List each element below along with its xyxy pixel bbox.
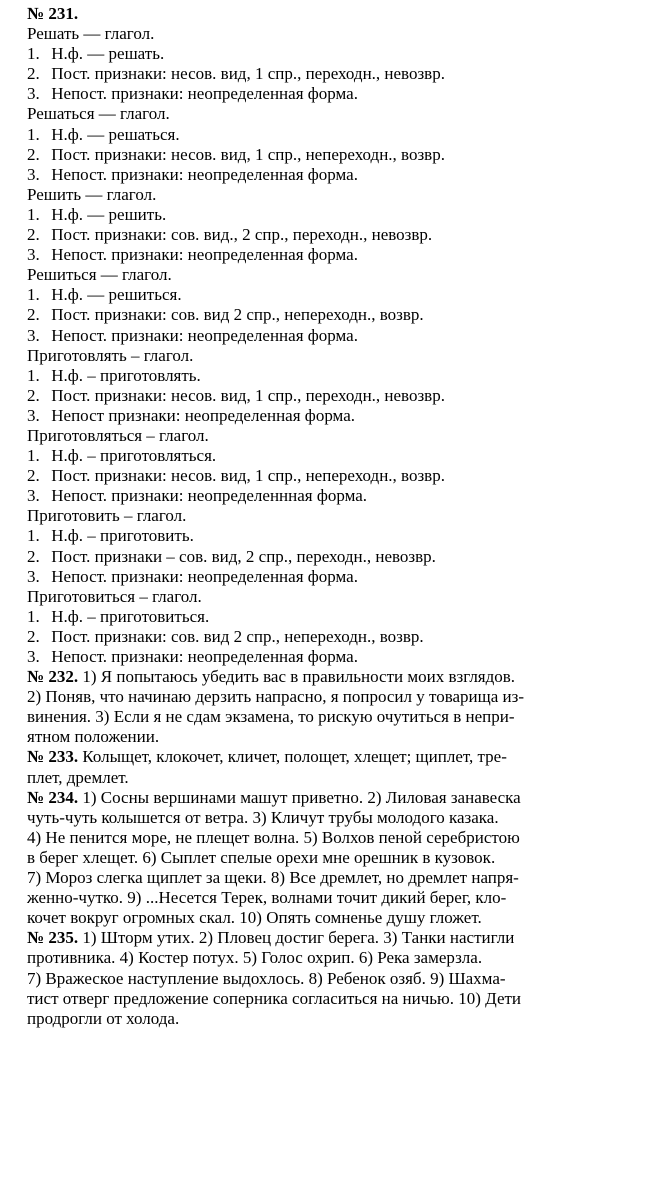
- exercise-232: [27, 667, 547, 747]
- list-item: [27, 205, 547, 225]
- exercise-234-label: № 234.: [27, 787, 79, 807]
- exercise-233-line: № 233. Колыщет, клокочет, кличет, полощет, хлещет; щиплет, тре-: [27, 747, 507, 767]
- list-item: [27, 406, 547, 426]
- exercise-233-label: № 233.: [27, 747, 79, 767]
- list-item: [27, 84, 547, 104]
- list-item-text: Пост. признаки: несов. вид, 1 спр., переходн., невозвр.: [51, 385, 445, 405]
- list-item-number: 2.: [27, 64, 40, 84]
- list-item-number: 3.: [27, 325, 40, 345]
- list-item-number: 1.: [27, 446, 40, 466]
- verb-title: Приготовлять – глагол.: [27, 345, 194, 365]
- verb-title: Решить — глагол.: [27, 184, 157, 204]
- list-item-number: 3.: [27, 164, 40, 184]
- list-item-number: 1.: [27, 606, 40, 626]
- exercise-234-line: в берег хлещет. 6) Сыплет спелые орехи мне орешник в кузовок.: [27, 847, 496, 867]
- exercise-235-line: 7) Вражеское наступление выдохлось. 8) Ребенок озяб. 9) Шахма-: [27, 968, 506, 988]
- verb-title: Приготовить – глагол.: [27, 506, 187, 526]
- list-item: [27, 526, 547, 546]
- list-item-text: Пост. признаки – сов. вид, 2 спр., переходн., невозвр.: [51, 546, 436, 566]
- list-item-text: Пост. признаки: сов. вид 2 спр., непереходн., возвр.: [51, 305, 424, 325]
- list-item: [27, 366, 547, 386]
- exercise-235: [27, 928, 547, 1028]
- list-item-number: 3.: [27, 245, 40, 265]
- list-item: [27, 225, 547, 245]
- list-item: [27, 486, 547, 506]
- exercise-234-line: женно-чутко. 9) ...Несется Терек, волнами точит дикий берег, кло-: [27, 888, 507, 908]
- exercise-235-line: тист отверг предложение соперника согласиться на ничью. 10) Дети: [27, 988, 522, 1008]
- list-item: [27, 627, 547, 647]
- list-item: [27, 125, 547, 145]
- list-item: [27, 145, 547, 165]
- exercise-234-line: 4) Не пенится море, не плещет волна. 5) Волхов пеной серебристою: [27, 827, 520, 847]
- exercise-231-heading: № 231.: [27, 4, 79, 23]
- list-item-text: Н.ф. — решать.: [51, 44, 165, 64]
- list-item-number: 1.: [27, 124, 40, 144]
- list-item-text: Н.ф. – приготовляться.: [51, 446, 217, 466]
- verb-title: Решать — глагол.: [27, 24, 155, 44]
- exercise-232-line: № 232. 1) Я попытаюсь убедить вас в правильности моих взглядов.: [27, 667, 516, 687]
- exercise-235-label: № 235.: [27, 928, 79, 948]
- document-content: [27, 4, 547, 1029]
- exercise-233: [27, 747, 547, 787]
- verb-title: Приготовиться – глагол.: [27, 586, 202, 606]
- exercise-234-line: кочет вокруг огромных скал. 10) Опять сомненье душу гложет.: [27, 908, 482, 928]
- list-item: [27, 285, 547, 305]
- list-item-number: 2.: [27, 466, 40, 486]
- list-item-text: Пост. признаки: сов. вид 2 спр., непереходн., возвр.: [51, 626, 424, 646]
- list-item-text: Непост. признаки: неопределенная форма.: [51, 325, 358, 345]
- list-item-text: Непост. признаки: неопределеннная форма.: [51, 486, 368, 506]
- list-item: [27, 165, 547, 185]
- list-item-text: Непост признаки: неопределенная форма.: [51, 405, 355, 425]
- list-item-text: Н.ф. — решаться.: [51, 124, 180, 144]
- list-item-number: 2.: [27, 305, 40, 325]
- list-item-number: 2.: [27, 626, 40, 646]
- list-item-number: 3.: [27, 405, 40, 425]
- list-item: [27, 607, 547, 627]
- exercise-234: [27, 788, 547, 929]
- exercise-234-line: чуть-чуть колышется от ветра. 3) Кличут трубы молодого казака.: [27, 807, 499, 827]
- list-item: [27, 326, 547, 346]
- list-item-text: Пост. признаки: несов. вид, 1 спр., непереходн., возвр.: [51, 144, 445, 164]
- list-item-number: 2.: [27, 225, 40, 245]
- list-item-text: Н.ф. – приготовлять.: [51, 365, 201, 385]
- exercise-232-line: ятном положении.: [27, 727, 160, 747]
- exercise-235-line: № 235. 1) Шторм утих. 2) Пловец достиг берега. 3) Танки настигли: [27, 928, 515, 948]
- list-item-number: 1.: [27, 204, 40, 224]
- exercise-232-line: винения. 3) Если я не сдам экзамена, то рискую очутиться в непри-: [27, 707, 515, 727]
- list-item-number: 1.: [27, 285, 40, 305]
- exercise-233-line: плет, дремлет.: [27, 767, 129, 787]
- list-item-number: 2.: [27, 144, 40, 164]
- list-item-text: Пост. признаки: несов. вид, 1 спр., переходн., невозвр.: [51, 64, 445, 84]
- list-item-text: Н.ф. – приготовить.: [51, 526, 194, 546]
- list-item: [27, 386, 547, 406]
- list-item-number: 1.: [27, 526, 40, 546]
- verb-title: Приготовляться – глагол.: [27, 425, 209, 445]
- list-item-text: Пост. признаки: несов. вид, 1 спр., непереходн., возвр.: [51, 466, 445, 486]
- list-item: [27, 466, 547, 486]
- list-item-number: 3.: [27, 486, 40, 506]
- list-item-text: Непост. признаки: неопределенная форма.: [51, 566, 358, 586]
- list-item: [27, 245, 547, 265]
- list-item-number: 3.: [27, 647, 40, 666]
- list-item-text: Пост. признаки: сов. вид., 2 спр., переходн., невозвр.: [51, 225, 433, 245]
- exercise-234-line: 7) Мороз слегка щиплет за щеки. 8) Все дремлет, но дремлет напря-: [27, 868, 519, 888]
- list-item-text: Н.ф. — решиться.: [51, 285, 182, 305]
- exercise-231-body: [27, 24, 547, 667]
- list-item-text: Н.ф. — решить.: [51, 204, 167, 224]
- list-item-text: Непост. признаки: неопределенная форма.: [51, 647, 358, 666]
- list-item: [27, 64, 547, 84]
- exercise-232-label: № 232.: [27, 667, 79, 687]
- verb-title: Решиться — глагол.: [27, 265, 172, 285]
- exercise-235-line: противника. 4) Костер потух. 5) Голос охрип. 6) Река замерзла.: [27, 948, 483, 968]
- exercise-234-line: № 234. 1) Сосны вершинами машут приветно. 2) Лиловая занавеска: [27, 787, 521, 807]
- list-item-number: 3.: [27, 566, 40, 586]
- list-item-number: 2.: [27, 385, 40, 405]
- list-item-text: Н.ф. – приготовиться.: [51, 606, 210, 626]
- list-item: [27, 44, 547, 64]
- list-item: [27, 446, 547, 466]
- list-item: [27, 305, 547, 325]
- verb-title: Решаться — глагол.: [27, 104, 170, 124]
- list-item-text: Непост. признаки: неопределенная форма.: [51, 84, 358, 104]
- exercise-232-line: 2) Поняв, что начинаю дерзить напрасно, я попросил у товарища из-: [27, 687, 525, 707]
- list-item: [27, 647, 547, 667]
- list-item-number: 3.: [27, 84, 40, 104]
- exercise-235-line: продрогли от холода.: [27, 1008, 180, 1028]
- list-item-text: Непост. признаки: неопределенная форма.: [51, 164, 358, 184]
- list-item-number: 1.: [27, 44, 40, 64]
- list-item-number: 2.: [27, 546, 40, 566]
- list-item: [27, 567, 547, 587]
- list-item: [27, 547, 547, 567]
- list-item-number: 1.: [27, 365, 40, 385]
- list-item-text: Непост. признаки: неопределенная форма.: [51, 245, 358, 265]
